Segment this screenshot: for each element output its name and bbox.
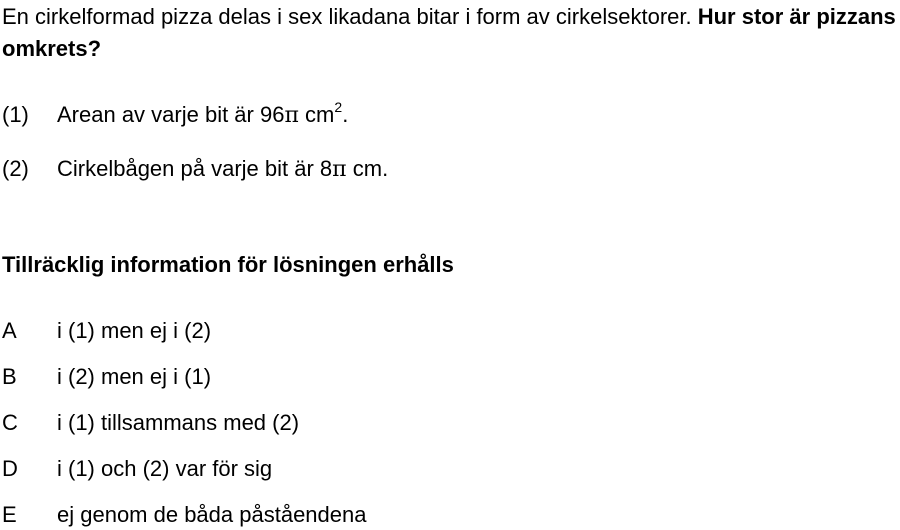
option-letter: E [2,502,17,527]
option-text: i (2) men ej i (1) [57,364,212,389]
option-text: ej genom de båda påståendena [57,502,367,527]
statement-text-after: cm. [346,156,389,181]
question-text [2,1,898,65]
option-letter: A [2,318,17,343]
question-bold: Hur stor är pizzans omkrets? [2,4,896,61]
option-text: i (1) tillsammans med (2) [57,410,300,435]
superscript: 2 [334,99,343,115]
statement-number: (2) [2,156,29,181]
statement-text-after: cm [298,102,335,127]
statement-text-end: . [342,102,349,127]
statement-text [57,154,388,185]
statement-text-before: Arean av varje bit är 96 [57,102,285,127]
option-text: i (1) men ej i (2) [57,318,212,343]
pi-symbol: π [284,103,299,128]
statement-text [57,100,348,132]
option-letter: D [2,456,18,481]
option-text: i (1) och (2) var för sig [57,456,273,481]
answer-heading: Tillräcklig information för lösningen erhålls [2,252,454,277]
question-body: En cirkelformad pizza delas i sex likadana bitar i form av cirkelsektorer. [2,4,692,29]
option-letter: B [2,364,17,389]
statement-text-before: Cirkelbågen på varje bit är 8 [57,156,333,181]
pi-symbol: π [332,157,347,182]
statement-number: (1) [2,102,29,127]
option-letter: C [2,410,18,435]
